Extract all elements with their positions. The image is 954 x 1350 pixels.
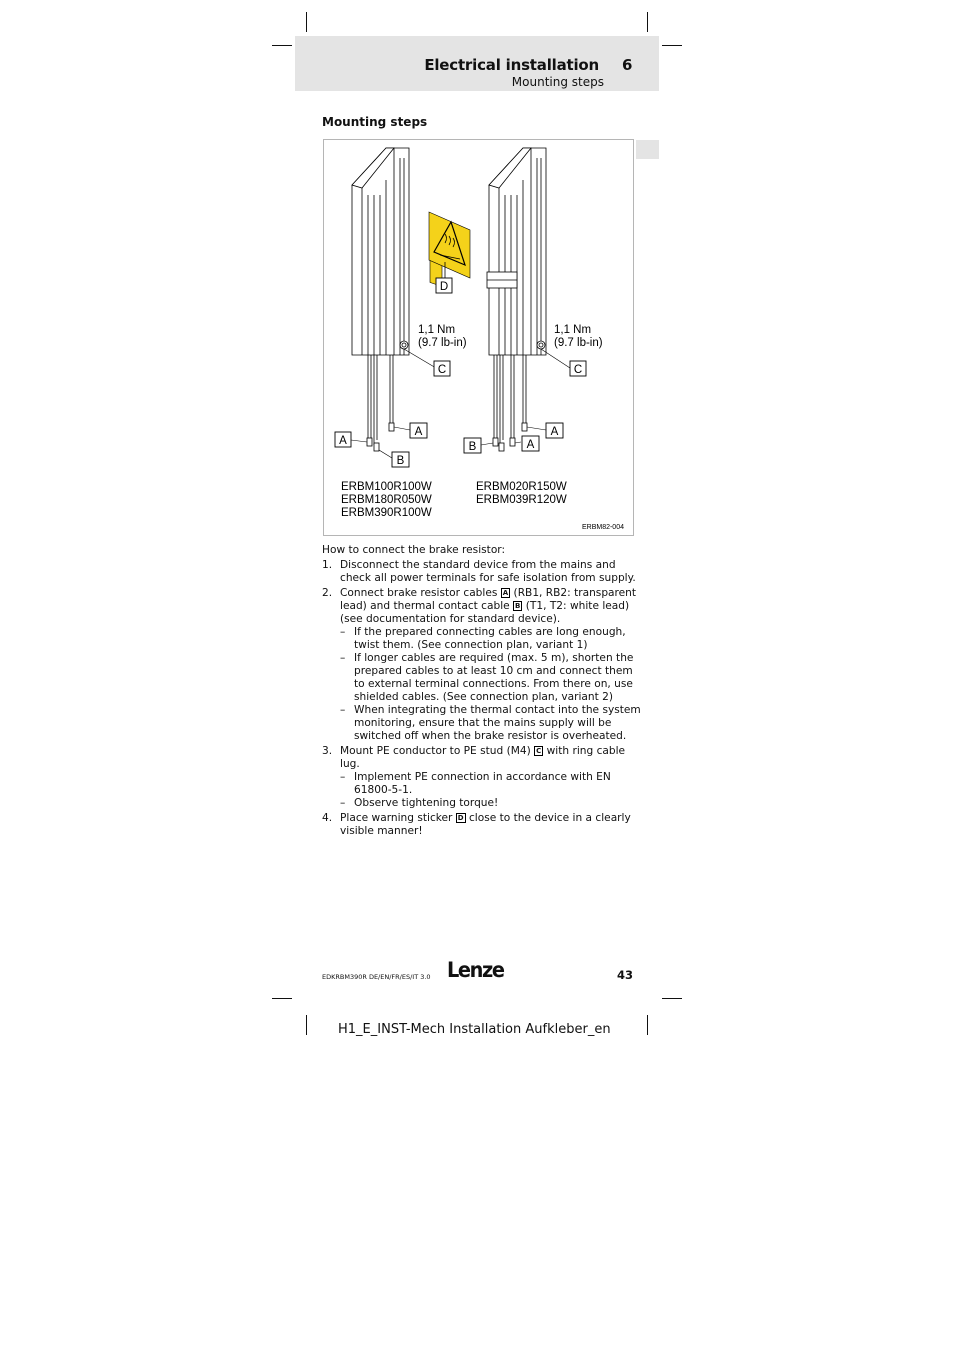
step-number: 2.	[322, 587, 333, 599]
label-a-left-top: A	[414, 426, 423, 438]
sub-item: – Implement PE connection in accordance with EN 61800-5-1.	[340, 771, 642, 797]
key-a: A	[502, 589, 509, 597]
resistor-drawing	[324, 140, 633, 535]
crop-mark	[272, 998, 292, 999]
label-c-left: C	[437, 364, 447, 376]
label-b-left: B	[396, 455, 405, 467]
step-2-sublist	[340, 626, 642, 743]
step-number: 1.	[322, 559, 333, 571]
label-d: D	[439, 281, 449, 293]
step-text: (T1, T2: white lead) (see documentation for standard device).	[340, 600, 630, 625]
crop-mark	[272, 45, 292, 46]
label-b-right: B	[468, 441, 477, 453]
sub-item: – If longer cables are required (max. 5 m), shorten the prepared cables to at least 10 cm and connect them to external terminal connections. From there on, use shielded cables. (See connection plan, variant 2)	[340, 652, 642, 704]
step-text: with ring cable lug.	[340, 745, 626, 770]
step-text: Connect brake resistor cables	[340, 587, 501, 599]
model-name: ERBM039R120W	[476, 494, 567, 506]
bottom-label: H1_E_INST-Mech Installation Aufkleber_en	[338, 1022, 611, 1037]
key-c: C	[536, 747, 542, 755]
model-name: ERBM180R050W	[341, 494, 432, 506]
sub-item: – Observe tightening torque!	[340, 797, 642, 810]
page-number: 43	[617, 968, 634, 982]
key-b: B	[515, 602, 521, 610]
step-text: Place warning sticker	[340, 812, 456, 824]
chapter-title: Electrical installation	[424, 56, 599, 74]
crop-mark	[306, 12, 307, 32]
step-4	[322, 812, 642, 838]
crop-mark	[662, 45, 682, 46]
step-text: Disconnect the standard device from the mains and check all power terminals for safe isolation from supply.	[340, 559, 636, 584]
sub-item: – If the prepared connecting cables are long enough, twist them. (See connection plan, variant 1)	[340, 626, 642, 652]
document-code: EDKRBM390R DE/EN/FR/ES/IT 3.0	[322, 973, 431, 981]
side-tab-marker	[636, 140, 659, 159]
step-text: close to the device in a clearly visible manner!	[340, 812, 631, 837]
model-name: ERBM390R100W	[341, 507, 432, 519]
crop-mark	[647, 1015, 648, 1035]
chapter-subtitle: Mounting steps	[511, 75, 604, 89]
instructions	[322, 544, 642, 840]
label-a-right: A	[526, 439, 535, 451]
step-1	[322, 559, 642, 585]
sub-item: – When integrating the thermal contact into the system monitoring, ensure that the mains supply will be switched off when the brake resistor is overheated.	[340, 704, 642, 743]
step-text: (RB1, RB2: transparent lead) and thermal contact cable	[340, 587, 637, 612]
crop-mark	[647, 12, 648, 32]
torque-left-line2: (9.7 lb-in)	[418, 337, 467, 349]
step-number: 3.	[322, 745, 333, 757]
crop-mark	[662, 998, 682, 999]
step-text: Mount PE conductor to PE stud (M4)	[340, 745, 535, 757]
step-2	[322, 587, 642, 743]
right-resistor	[487, 148, 546, 451]
crop-mark	[306, 1015, 307, 1035]
lenze-logo: Lenze	[447, 958, 504, 982]
chapter-number: 6	[622, 56, 633, 74]
steps-list	[322, 559, 642, 838]
model-name: ERBM100R100W	[341, 481, 432, 493]
label-c-right: C	[573, 364, 583, 376]
figure-id: ERBM82-004	[581, 524, 624, 531]
section-title: Mounting steps	[322, 115, 428, 129]
key-d: D	[457, 814, 464, 822]
torque-right-line1: 1,1 Nm	[554, 324, 592, 336]
instructions-intro: How to connect the brake resistor:	[322, 544, 506, 556]
step-3	[322, 745, 642, 810]
step-number: 4.	[322, 812, 333, 824]
model-name: ERBM020R150W	[476, 481, 567, 493]
torque-right-line2: (9.7 lb-in)	[554, 337, 603, 349]
torque-left-line1: 1,1 Nm	[418, 324, 456, 336]
label-a-left: A	[339, 435, 347, 447]
mounting-figure	[323, 139, 634, 536]
step-3-sublist	[340, 771, 642, 810]
left-resistor	[352, 148, 409, 451]
label-a-right-top: A	[550, 426, 559, 438]
